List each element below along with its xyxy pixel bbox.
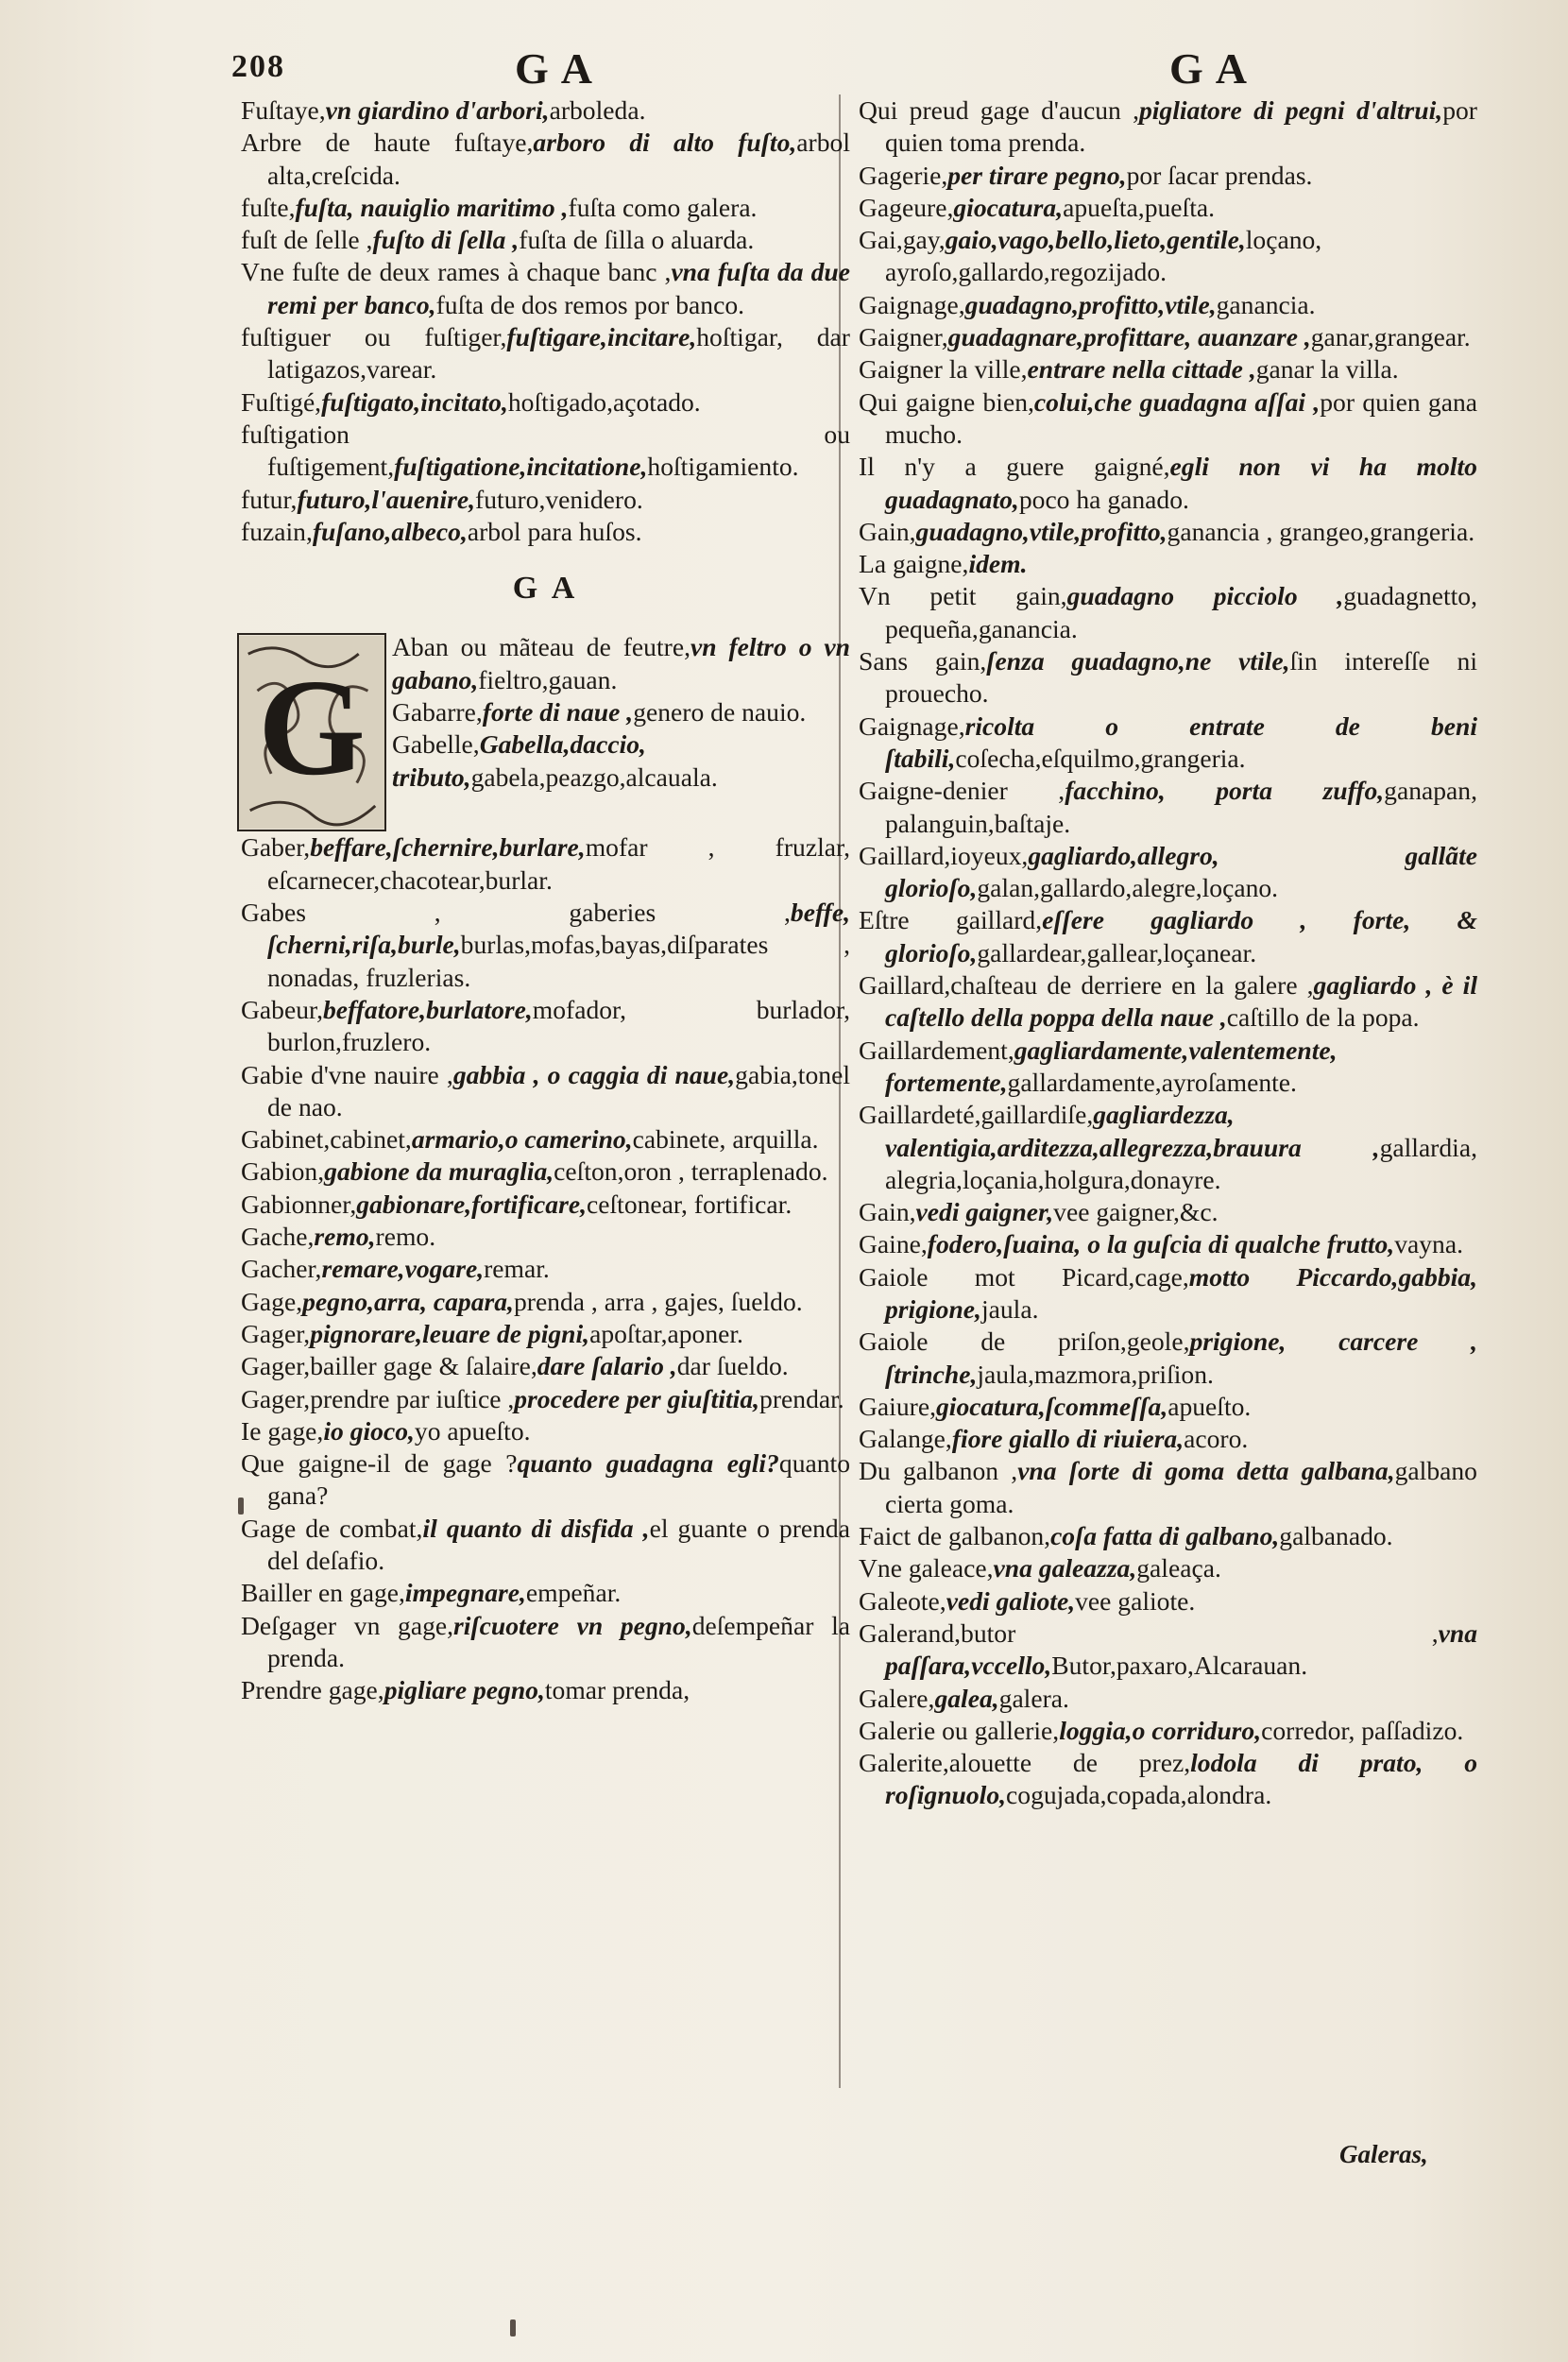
italian-gloss: beffatore,burlatore, <box>323 994 533 1024</box>
italian-gloss: pegno,arra, capara, <box>302 1286 514 1316</box>
french-headword: Gaiure, <box>859 1391 936 1421</box>
dictionary-entry <box>241 1155 850 1188</box>
spanish-gloss: tomar prenda, <box>544 1675 690 1705</box>
spanish-gloss: arboleda. <box>549 95 646 125</box>
spanish-gloss: vayna. <box>1394 1229 1464 1259</box>
italian-gloss: arboro di alto fuſto, <box>533 128 797 158</box>
spanish-gloss: por quien toma prenda. <box>885 95 1477 158</box>
spanish-gloss: mofador, burlador, burlon,fruzlero. <box>267 994 850 1057</box>
running-head-right: G A <box>1169 44 1249 93</box>
spanish-gloss: quanto gana? <box>267 1448 850 1511</box>
spanish-gloss: el guante o prenda del deſafio. <box>267 1513 850 1575</box>
french-headword: Faict de galbanon, <box>859 1521 1051 1551</box>
french-headword: Gaignage, <box>859 710 965 741</box>
italian-gloss: vna galeazza, <box>993 1553 1137 1583</box>
spanish-gloss: apueſto. <box>1167 1391 1252 1421</box>
french-headword: Gabie d'vne nauire , <box>241 1059 453 1089</box>
dictionary-entry <box>859 289 1477 321</box>
right-entry-list <box>859 94 1477 1812</box>
italian-gloss: guadagno picciolo , <box>1066 581 1344 611</box>
french-headword: Gacher, <box>241 1254 322 1284</box>
french-headword: Gager, <box>241 1318 311 1348</box>
ga-entry-list <box>241 831 850 1706</box>
french-headword: Gabes , gaberies , <box>241 898 791 928</box>
dictionary-entry <box>241 1189 850 1221</box>
french-headword: Gage, <box>241 1286 303 1316</box>
italian-gloss: vn feltro o vn gabano, <box>392 632 850 694</box>
dictionary-entry <box>241 516 850 548</box>
french-headword: Arbre de haute fuſtaye, <box>241 128 534 158</box>
dictionary-entry <box>241 1610 850 1675</box>
italian-gloss: guadagno,vtile,profitto, <box>915 516 1167 546</box>
italian-gloss: giocatura,ſcommeſſa, <box>935 1391 1168 1421</box>
dictionary-entry <box>241 994 850 1059</box>
dictionary-entry <box>241 321 850 386</box>
italian-gloss: idem. <box>968 549 1028 579</box>
dictionary-entry <box>241 127 850 192</box>
dictionary-entry <box>241 1286 850 1318</box>
spanish-gloss: ſin intereſſe ni prouecho. <box>885 646 1477 709</box>
dictionary-entry <box>859 1261 1477 1326</box>
spanish-gloss: poco ha ganado. <box>1018 484 1189 514</box>
italian-gloss: fuſtigato,incitato, <box>321 386 508 417</box>
margin-mark <box>510 2319 516 2336</box>
spanish-gloss: gabia,tonel de nao. <box>267 1059 850 1121</box>
spanish-gloss: fuſta como galera. <box>568 192 758 222</box>
spanish-gloss: fuſta de ſilla o aluarda. <box>519 225 755 255</box>
left-entry-list <box>241 94 850 548</box>
italian-gloss: fuſtigatione,incitatione, <box>394 452 648 482</box>
dictionary-entry <box>241 1415 850 1447</box>
french-headword: fuſt de ſelle , <box>241 225 373 255</box>
decorated-initial-g-icon <box>237 633 386 831</box>
italian-gloss: fuſto di ſella , <box>372 225 520 255</box>
spanish-gloss: remar. <box>484 1254 550 1284</box>
dictionary-entry <box>859 1552 1477 1584</box>
italian-gloss: guadagnare,profittare, auanzare , <box>947 322 1311 352</box>
italian-gloss: remo, <box>314 1222 376 1252</box>
french-headword: Galeote, <box>859 1585 946 1616</box>
french-headword: fuzain, <box>241 516 313 546</box>
italian-gloss: vna paſſara,vccello, <box>885 1617 1477 1681</box>
french-headword: La gaigne, <box>859 549 969 579</box>
dictionary-entry <box>859 710 1477 776</box>
spanish-gloss: cabinete, arquilla. <box>632 1124 819 1155</box>
french-headword: Fuſtaye, <box>241 95 326 125</box>
spanish-gloss: jaula. <box>980 1293 1039 1324</box>
italian-gloss: gaio,vago,bello,lieto,gentile, <box>945 225 1246 255</box>
french-headword: Prendre gage, <box>241 1675 384 1705</box>
french-headword: Galere, <box>859 1683 935 1713</box>
french-headword: Gageure, <box>859 192 954 222</box>
spanish-gloss: arbol alta,creſcida. <box>267 128 850 190</box>
italian-gloss: galea, <box>934 1683 999 1713</box>
french-headword: Gabinet,cabinet, <box>241 1124 412 1155</box>
dictionary-entry <box>241 1513 850 1578</box>
french-headword: Gaillardeté,gaillardiſe, <box>859 1100 1094 1130</box>
spanish-gloss: ganancia , grangeo,grangeria. <box>1167 516 1475 546</box>
dictionary-entry <box>859 840 1477 905</box>
spanish-gloss: cogujada,copada,alondra. <box>1006 1780 1272 1810</box>
french-headword: Gaiole mot Picard,cage, <box>859 1261 1189 1292</box>
italian-gloss: Gabella,daccio, tributo, <box>392 729 646 792</box>
spanish-gloss: mofar , fruzlar, eſcarnecer,chacotear,burlar. <box>267 832 850 895</box>
italian-gloss: vn giardino d'arbori, <box>325 95 550 125</box>
dictionary-entry <box>241 1253 850 1285</box>
french-headword: Gaiole de priſon,geole, <box>859 1326 1190 1357</box>
french-headword: Il n'y a guere gaigné, <box>859 452 1170 482</box>
italian-gloss: gabione da muraglia, <box>324 1156 554 1187</box>
spanish-gloss: caſtillo de la popa. <box>1226 1002 1420 1033</box>
italian-gloss: dare ſalario , <box>537 1351 677 1381</box>
dictionary-entry <box>241 1123 850 1155</box>
dictionary-entry <box>859 580 1477 645</box>
spanish-gloss: galbanado. <box>1279 1521 1393 1551</box>
dictionary-entry <box>859 321 1477 353</box>
french-headword: Gabionner, <box>241 1189 357 1219</box>
dictionary-entry <box>859 1228 1477 1260</box>
french-headword: Gaillardement, <box>859 1035 1014 1065</box>
spanish-gloss: arbol para huſos. <box>467 516 642 546</box>
french-headword: Vne galeace, <box>859 1553 994 1583</box>
dictionary-entry <box>241 386 850 419</box>
french-headword: Galange, <box>859 1424 952 1454</box>
dictionary-entry <box>241 1350 850 1382</box>
spanish-gloss: por quien gana mucho. <box>885 386 1477 449</box>
italian-gloss: facchino, porta zuffo, <box>1065 776 1385 806</box>
dictionary-entry <box>859 1520 1477 1552</box>
french-headword: Aban ou mãteau de feutre, <box>392 632 690 662</box>
italian-gloss: eſſere gagliardo , forte, & glorioſo, <box>885 905 1478 967</box>
italian-gloss: fuſta, nauiglio maritimo , <box>295 192 569 222</box>
french-headword: Fuſtigé, <box>241 386 322 417</box>
dictionary-entry <box>859 1747 1477 1812</box>
spanish-gloss: hoſtigamiento. <box>647 452 799 482</box>
spanish-gloss: vee galiote. <box>1075 1585 1196 1616</box>
dictionary-entry <box>859 904 1477 969</box>
italian-gloss: beffe, ſcherni,riſa,burle, <box>267 898 850 960</box>
italian-gloss: beffare,ſchernire,burlare, <box>310 832 586 863</box>
italian-gloss: vedi galiote, <box>946 1585 1076 1616</box>
spanish-gloss: jaula,mazmora,priſion. <box>977 1359 1214 1389</box>
dictionary-entry <box>241 1674 850 1706</box>
italian-gloss: guadagno,profitto,vtile, <box>964 289 1217 319</box>
dictionary-entry <box>859 1423 1477 1455</box>
italian-gloss: coſa fatta di galbano, <box>1050 1521 1280 1551</box>
spanish-gloss: dar ſueldo. <box>676 1351 789 1381</box>
catchword: Galeras, <box>1339 2140 1428 2168</box>
dictionary-entry <box>859 1455 1477 1520</box>
italian-gloss: pignorare,leuare de pigni, <box>310 1318 590 1348</box>
spanish-gloss: ganapan, palanguin,baſtaje. <box>885 776 1477 838</box>
italian-gloss: gagliardo,allegro, gallãte glorioſo, <box>885 840 1477 903</box>
french-headword: Gain, <box>859 1197 916 1227</box>
section-heading: G A <box>512 571 579 607</box>
french-headword: Qui preud gage d'aucun , <box>859 95 1139 125</box>
spanish-gloss: hoſtigado,açotado. <box>507 386 701 417</box>
italian-gloss: pigliare pegno, <box>383 1675 545 1705</box>
french-headword: Gabarre, <box>392 697 483 727</box>
italian-gloss: entrare nella cittade , <box>1027 354 1256 385</box>
italian-gloss: gabionare,fortificare, <box>356 1189 587 1219</box>
french-headword: Eſtre gaillard, <box>859 905 1043 935</box>
dictionary-entry <box>859 353 1477 385</box>
italian-gloss: il quanto di disfida , <box>422 1513 650 1543</box>
spanish-gloss: ganancia. <box>1216 289 1316 319</box>
dictionary-entry <box>241 484 850 516</box>
italian-gloss: ricolta o entrate de beni ſtabili, <box>885 710 1477 773</box>
dictionary-entry <box>859 451 1477 516</box>
french-headword: Ie gage, <box>241 1415 324 1446</box>
dictionary-entry <box>241 419 850 484</box>
dictionary-entry <box>859 1683 1477 1715</box>
dictionary-entry <box>241 831 850 897</box>
french-headword: Gaignage, <box>859 289 965 319</box>
italian-gloss: gagliardezza, valentigia,arditezza,allegrezza,brauura , <box>885 1100 1380 1162</box>
spanish-gloss: galeaça. <box>1136 1553 1221 1583</box>
french-headword: fuſtigation ou fuſtigement, <box>241 419 850 482</box>
dictionary-entry <box>241 224 850 256</box>
french-headword: Qui gaigne bien, <box>859 386 1034 417</box>
french-headword: Gaigne-denier , <box>859 776 1065 806</box>
dictionary-entry <box>859 1391 1477 1423</box>
spanish-gloss: corredor, paſſadizo. <box>1261 1715 1464 1745</box>
spanish-gloss: gallardear,gallear,loçanear. <box>977 937 1257 967</box>
french-headword: Bailler en gage, <box>241 1578 405 1608</box>
italian-gloss: loggia,o corriduro, <box>1059 1715 1262 1745</box>
spanish-gloss: Butor,paxaro,Alcarauan. <box>1051 1651 1308 1681</box>
dictionary-entry <box>859 1617 1477 1683</box>
french-headword: Gager,bailler gage & ſalaire, <box>241 1351 537 1381</box>
italian-gloss: ſenza guadagno,ne vtile, <box>986 646 1290 676</box>
spanish-gloss: hoſtigar, dar latigazos,varear. <box>267 322 850 385</box>
italian-gloss: vedi gaigner, <box>915 1197 1054 1227</box>
spanish-gloss: fuſta de dos remos por banco. <box>435 289 745 319</box>
spanish-gloss: remo. <box>375 1222 436 1252</box>
spanish-gloss: loçano, ayroſo,gallardo,regozijado. <box>885 225 1322 287</box>
page-number: 208 <box>231 49 285 84</box>
italian-gloss: forte di naue , <box>482 697 634 727</box>
french-headword: Gabelle, <box>392 729 480 760</box>
dictionary-entry <box>241 192 850 224</box>
french-headword: Gache, <box>241 1222 315 1252</box>
dictionary-entry <box>859 94 1477 160</box>
french-headword: Gage de combat, <box>241 1513 423 1543</box>
french-headword: Vn petit gain, <box>859 581 1067 611</box>
italian-gloss: procedere per giuſtitia, <box>514 1383 760 1413</box>
italian-gloss: quanto guadagna egli? <box>517 1448 779 1479</box>
italian-gloss: fodero,ſuaina, o la guſcia di qualche frutto, <box>927 1229 1395 1259</box>
dictionary-entry <box>859 645 1477 710</box>
spanish-gloss: empeñar. <box>525 1578 622 1608</box>
dictionary-entry <box>859 1585 1477 1617</box>
dictionary-entry <box>241 1577 850 1609</box>
spanish-gloss: ceſton,oron , terraplenado. <box>554 1156 828 1187</box>
dictionary-entry <box>859 224 1477 289</box>
italian-gloss: armario,o camerino, <box>411 1124 633 1155</box>
spanish-gloss: gabela,peazgo,alcauala. <box>470 762 718 792</box>
french-headword: fuſtiguer ou fuſtiger, <box>241 322 507 352</box>
dictionary-entry <box>241 1318 850 1350</box>
french-headword: Galerite,alouette de prez, <box>859 1748 1191 1778</box>
dictionary-entry <box>241 94 850 127</box>
spanish-gloss: acoro. <box>1184 1424 1249 1454</box>
section-intro <box>241 631 850 805</box>
italian-gloss: giocatura, <box>953 192 1064 222</box>
spanish-gloss: prendar. <box>759 1383 844 1413</box>
dictionary-entry <box>859 160 1477 192</box>
spanish-gloss: ganar,grangear. <box>1310 322 1471 352</box>
dictionary-entry <box>859 516 1477 548</box>
french-headword: Deſgager vn gage, <box>241 1610 454 1640</box>
french-headword: Gaillard,chaſteau de derriere en la galere , <box>859 970 1314 1001</box>
french-headword: Que gaigne-il de gage ? <box>241 1448 518 1479</box>
italian-gloss: per tirare pegno, <box>947 160 1127 190</box>
french-headword: Gabion, <box>241 1156 325 1187</box>
italian-gloss: pigliatore di pegni d'altrui, <box>1138 95 1443 125</box>
spanish-gloss: galbano cierta goma. <box>885 1456 1477 1518</box>
dictionary-entry <box>241 897 850 994</box>
dictionary-entry <box>241 1447 850 1513</box>
dictionary-entry <box>859 1099 1477 1196</box>
spanish-gloss: genero de nauio. <box>633 697 807 727</box>
dictionary-entry <box>241 256 850 321</box>
french-headword: Gain, <box>859 516 916 546</box>
italian-gloss: egli non vi ha molto guadagnato, <box>885 452 1477 514</box>
right-column <box>859 94 1477 1812</box>
spanish-gloss: gallardia, alegria,loçania,holgura,donayre. <box>885 1132 1477 1194</box>
spanish-gloss: futuro,venidero. <box>475 484 643 514</box>
french-headword: Du galbanon , <box>859 1456 1018 1486</box>
running-head-left: G A <box>515 44 594 93</box>
italian-gloss: futuro,l'auenire, <box>297 484 476 514</box>
dictionary-entry <box>241 1059 850 1124</box>
french-headword: Vne fuſte de deux rames à chaque banc , <box>241 257 672 287</box>
french-headword: Gabeur, <box>241 994 323 1024</box>
italian-gloss: vna ſorte di goma detta galbana, <box>1017 1456 1395 1486</box>
left-column <box>241 94 850 1706</box>
italian-gloss: gabbia , o caggia di naue, <box>452 1059 736 1089</box>
spanish-gloss: ganar la villa. <box>1255 354 1399 385</box>
french-headword: Gaine, <box>859 1229 928 1259</box>
italian-gloss: lodola di prato, o roſignuolo, <box>885 1748 1478 1810</box>
french-headword: Gaigner, <box>859 322 948 352</box>
dictionary-entry <box>859 192 1477 224</box>
french-headword: Gai,gay, <box>859 225 946 255</box>
italian-gloss: prigione, carcere , ſtrinche, <box>885 1326 1477 1389</box>
spanish-gloss: prenda , arra , gajes, ſueldo. <box>513 1286 803 1316</box>
french-headword: Gagerie, <box>859 160 948 190</box>
italian-gloss: gagliardamente,valentemente, fortemente, <box>885 1035 1338 1097</box>
italian-gloss: fuſano,albeco, <box>312 516 468 546</box>
spanish-gloss: gallardamente,ayroſamente. <box>1007 1067 1297 1097</box>
italian-gloss: remare,vogare, <box>321 1254 485 1284</box>
spanish-gloss: galera. <box>998 1683 1069 1713</box>
italian-gloss: riſcuotere vn pegno, <box>453 1610 692 1640</box>
spanish-gloss: apoſtar,aponer. <box>589 1318 743 1348</box>
italian-gloss: gagliardo , è il caſtello della poppa della naue , <box>885 970 1478 1033</box>
spanish-gloss: fieltro,gauan. <box>478 664 618 694</box>
italian-gloss: colui,che guadagna aſſai , <box>1033 386 1321 417</box>
dictionary-entry <box>241 1383 850 1415</box>
french-headword: Sans gain, <box>859 646 987 676</box>
italian-gloss: io gioco, <box>323 1415 415 1446</box>
italian-gloss: fiore giallo di riuiera, <box>951 1424 1185 1454</box>
french-headword: Galerand,butor , <box>859 1617 1439 1648</box>
spanish-gloss: por ſacar prendas. <box>1126 160 1313 190</box>
dictionary-entry <box>859 775 1477 840</box>
spanish-gloss: deſempeñar la prenda. <box>267 1610 850 1672</box>
dictionary-entry <box>859 969 1477 1035</box>
dictionary-entry <box>859 1035 1477 1100</box>
spanish-gloss: vee gaigner,&c. <box>1053 1197 1219 1227</box>
french-headword: Gaber, <box>241 832 311 863</box>
italian-gloss: impegnare, <box>404 1578 526 1608</box>
french-headword: fuſte, <box>241 192 296 222</box>
svg-text:G: G <box>258 651 366 805</box>
dictionary-entry <box>241 1221 850 1253</box>
spanish-gloss: coſecha,eſquilmo,grangeria. <box>955 743 1246 773</box>
spanish-gloss: yo apueſto. <box>414 1415 531 1446</box>
italian-gloss: motto Piccardo,gabbia, prigione, <box>885 1261 1477 1324</box>
spanish-gloss: burlas,mofas,bayas,diſparates , nonadas, fruzlerias. <box>267 930 850 992</box>
dictionary-entry <box>859 1326 1477 1391</box>
french-headword: Gaillard,ioyeux, <box>859 840 1029 870</box>
spanish-gloss: ceſtonear, fortificar. <box>587 1189 793 1219</box>
dictionary-entry <box>859 386 1477 452</box>
dictionary-entry <box>859 1715 1477 1747</box>
spanish-gloss: guadagnetto, pequeña,ganancia. <box>885 581 1477 643</box>
french-headword: Gager,prendre par iuſtice , <box>241 1383 515 1413</box>
spanish-gloss: apueſta,pueſta. <box>1063 192 1216 222</box>
italian-gloss: vna fuſta da due remi per banco, <box>267 257 850 319</box>
french-headword: Galerie ou gallerie, <box>859 1715 1060 1745</box>
french-headword: futur, <box>241 484 298 514</box>
dictionary-entry <box>859 1196 1477 1228</box>
french-headword: Gaigner la ville, <box>859 354 1028 385</box>
dictionary-entry <box>859 548 1477 580</box>
spanish-gloss: galan,gallardo,alegre,loçano. <box>977 873 1279 903</box>
italian-gloss: fuſtigare,incitare, <box>506 322 697 352</box>
